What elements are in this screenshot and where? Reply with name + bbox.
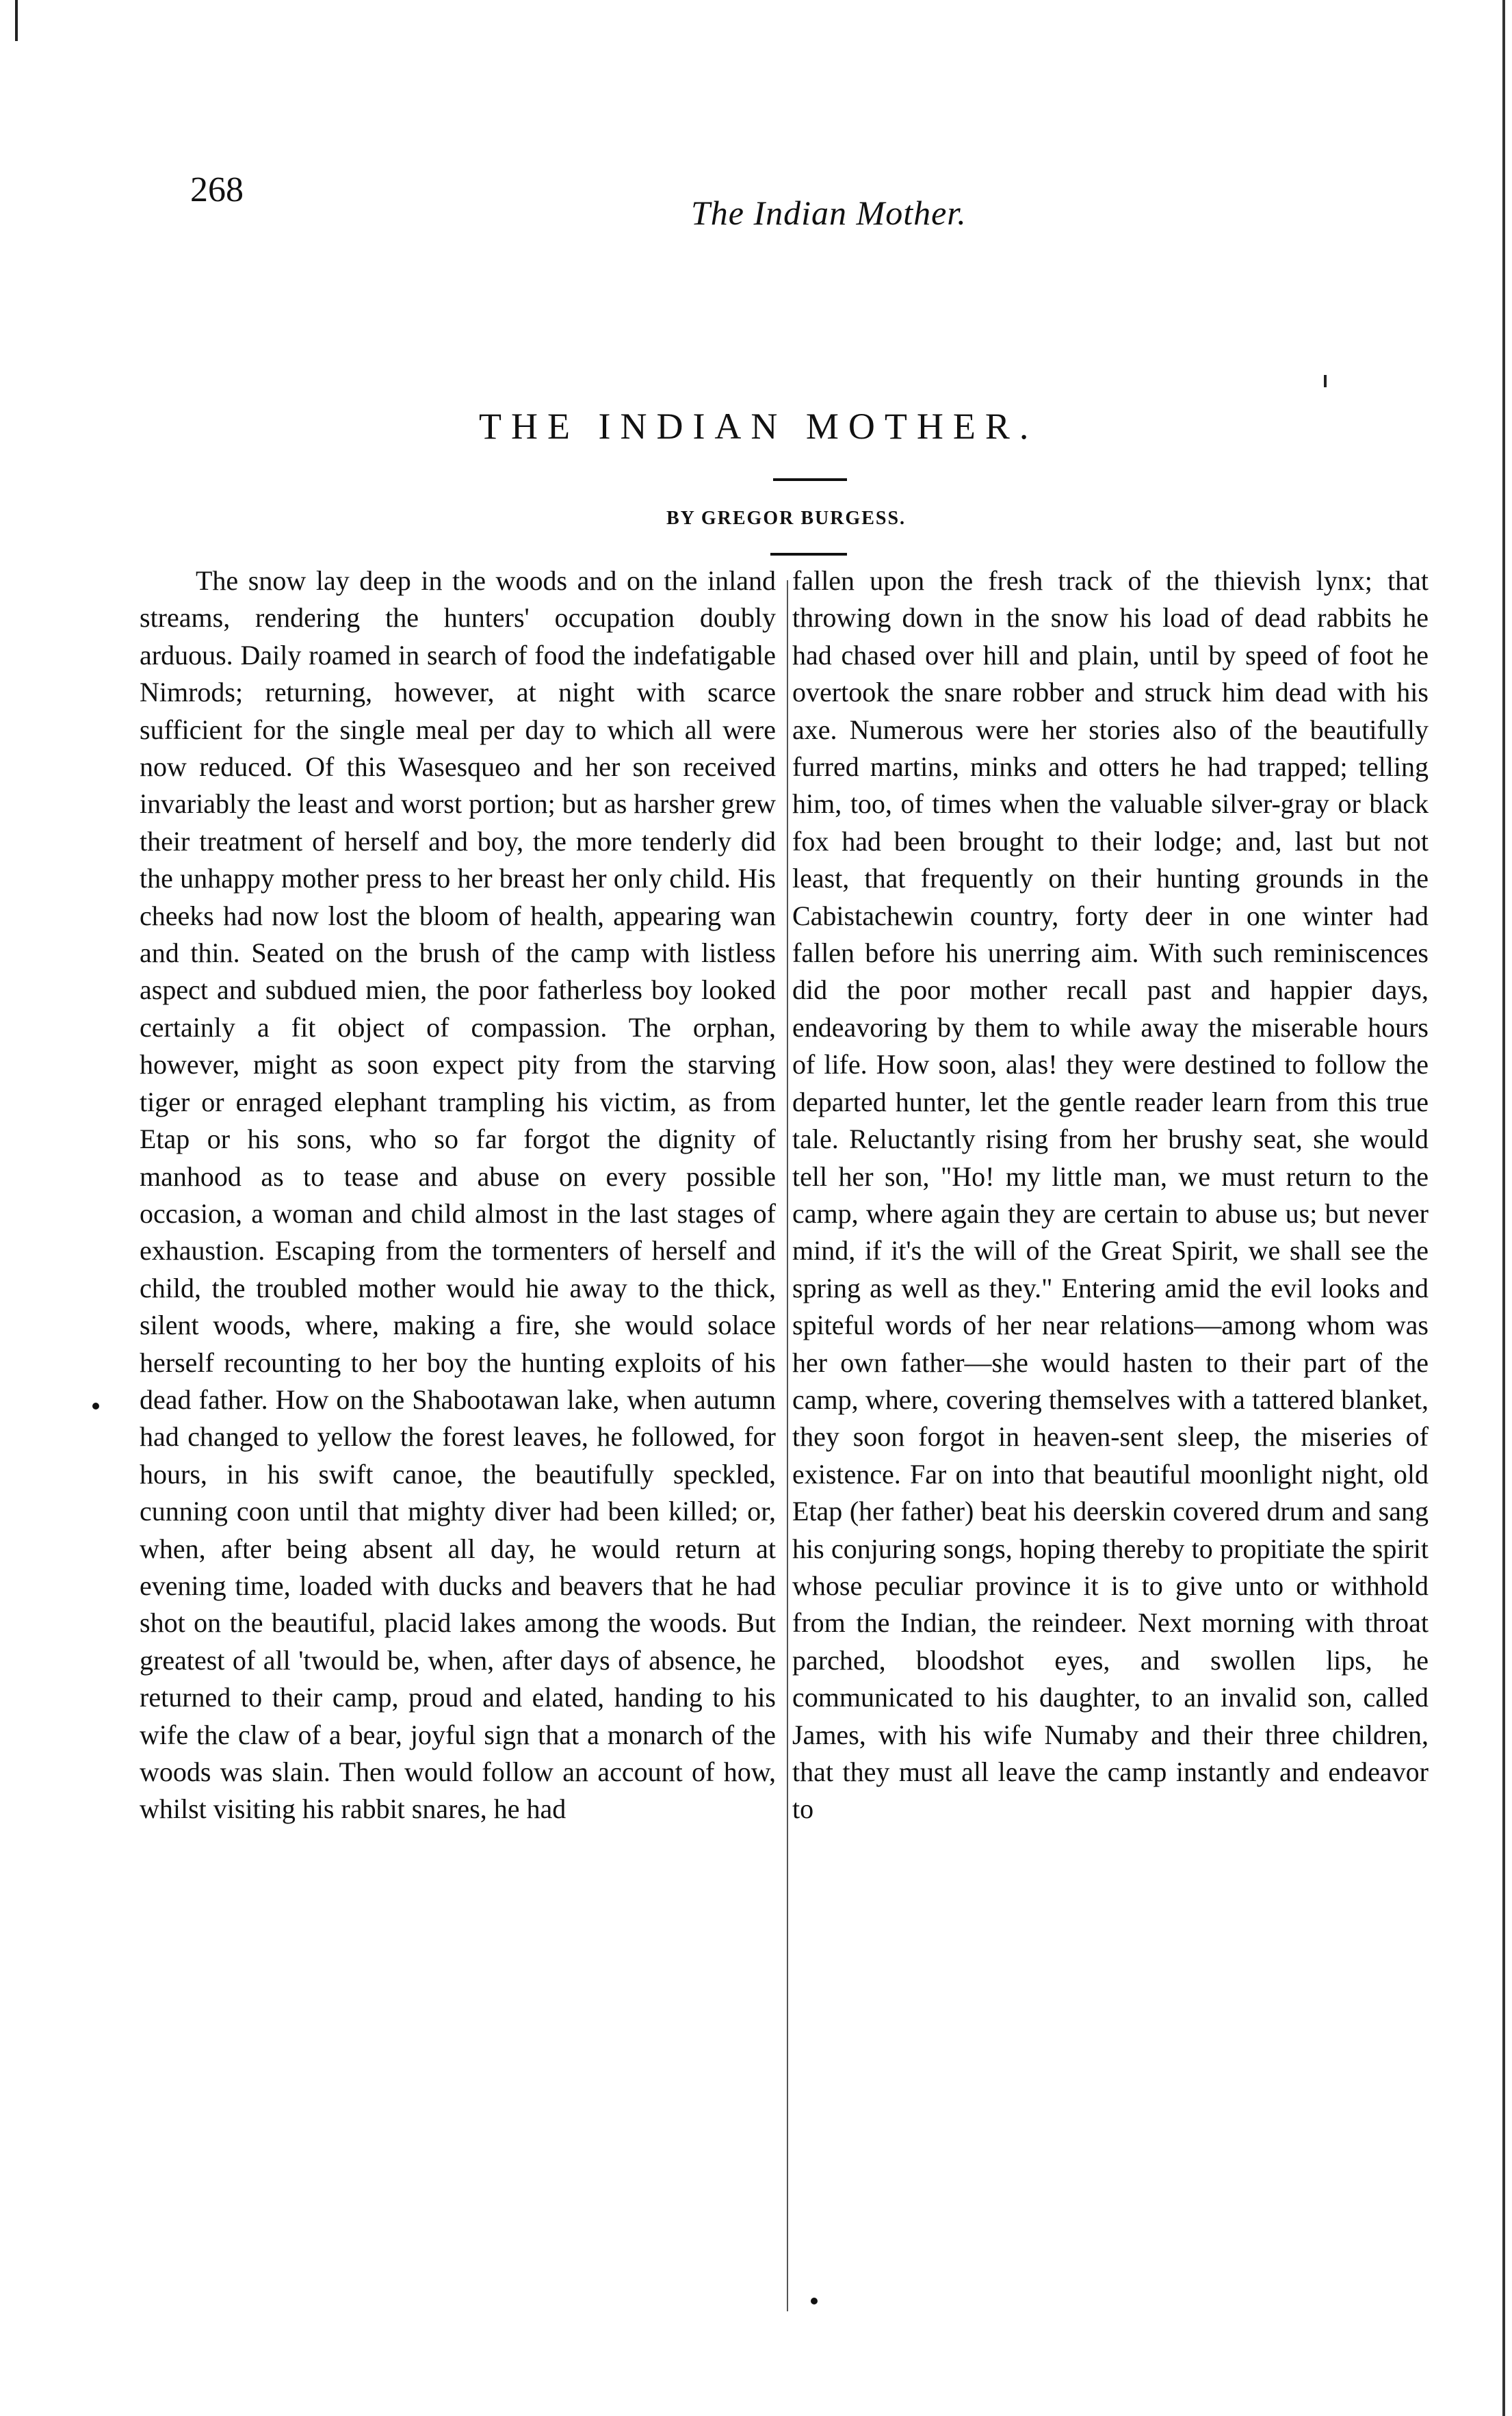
- article-title: THE INDIAN MOTHER.: [479, 406, 1039, 447]
- margin-dot: [92, 1403, 99, 1410]
- column-divider: [787, 580, 788, 2311]
- page-edge-left: [15, 0, 18, 41]
- text-column-right: fallen upon the fresh track of the thievish lynx; that throwing down in the snow his load of dead rabbits he had chased over hill and plain, until by speed of foot he overtook the snare robber and struck him dead with his axe. Numerous were her stories also of the beautifully furred martins, minks and otters he had trapped; telling him, too, of times when the valuable silver-gray or black fox had been brought to their lodge; and, last but not least, that frequently on their hunting grounds in the Cabistachewin country, forty deer in one winter had fallen before his unerring aim. With such reminiscences did the poor mother recall past and happier days, endeavoring by them to while away the miserable hours of life. How soon, alas! they were destined to follow the departed hunter, let the gentle reader learn from this true tale. Reluctantly rising from her brushy seat, she would tell her son, "Ho! my little man, we must return to the camp, where again they are certain to abuse us; but never mind, if it's the will of the Great Spirit, we shall see the spring as well as they." Entering amid the evil looks and spiteful words of her near relations—among whom was her own father—she would hasten to their part of the camp, where, covering themselves with a tattered blanket, they soon forgot in heaven-sent sleep, the miseries of existence. Far on into that beautiful moonlight night, old Etap (her father) beat his deerskin covered drum and sang his conjuring songs, hoping thereby to propitiate the spirit whose peculiar province it is to give unto or withhold from the Indian, the reindeer. Next morning with throat parched, bloodshot eyes, and swollen lips, he communicated to his daughter, to an invalid son, called James, with his wife Numaby and their three children, that they must all leave the camp instantly and endeavor to: [792, 565, 1429, 1825]
- article-byline: BY GREGOR BURGESS.: [666, 508, 907, 529]
- title-rule: [773, 478, 847, 481]
- page-edge-right: [1502, 0, 1505, 2416]
- footer-dot: [811, 2298, 818, 2304]
- text-column-left: The snow lay deep in the woods and on the inland streams, rendering the hunters' occupation doubly arduous. Daily roamed in search of food the indefatigable Nimrods; returning, however, at night with scarce sufficient for the single meal per day to which all were now reduced. Of this Wasesqueo and her son received invariably the least and worst portion; but as harsher grew their treatment of herself and boy, the more tenderly did the unhappy mother press to her breast her only child. His cheeks had now lost the bloom of health, appearing wan and thin. Seated on the brush of the camp with listless aspect and subdued mien, the poor fatherless boy looked certainly a fit object of compassion. The orphan, however, might as soon expect pity from the starving tiger or enraged elephant trampling his victim, as from Etap or his sons, who so far forgot the dignity of manhood as to tease and abuse on every possible occasion, a woman and child almost in the last stages of exhaustion. Escaping from the tormenters of herself and child, the troubled mother would hie away to the thick, silent woods, where, making a fire, she would solace herself recounting to her boy the hunting exploits of his dead father. How on the Shabootawan lake, when autumn had changed to yellow the forest leaves, he followed, for hours, in his swift canoe, the beautifully speckled, cunning coon until that mighty diver had been killed; or, when, after being absent all day, he would return at evening time, loaded with ducks and beavers that he had shot on the beautiful, placid lakes among the woods. But greatest of all 'twould be, when, after days of absence, he returned to their camp, proud and elated, handing to his wife the claw of a bear, joyful sign that a monarch of the woods was slain. Then would follow an account of how, whilst visiting his rabbit snares, he had: [140, 565, 776, 1825]
- page-number: 268: [190, 170, 244, 209]
- stray-mark: [1324, 375, 1327, 387]
- running-head: The Indian Mother.: [691, 194, 967, 232]
- byline-rule: [770, 553, 847, 556]
